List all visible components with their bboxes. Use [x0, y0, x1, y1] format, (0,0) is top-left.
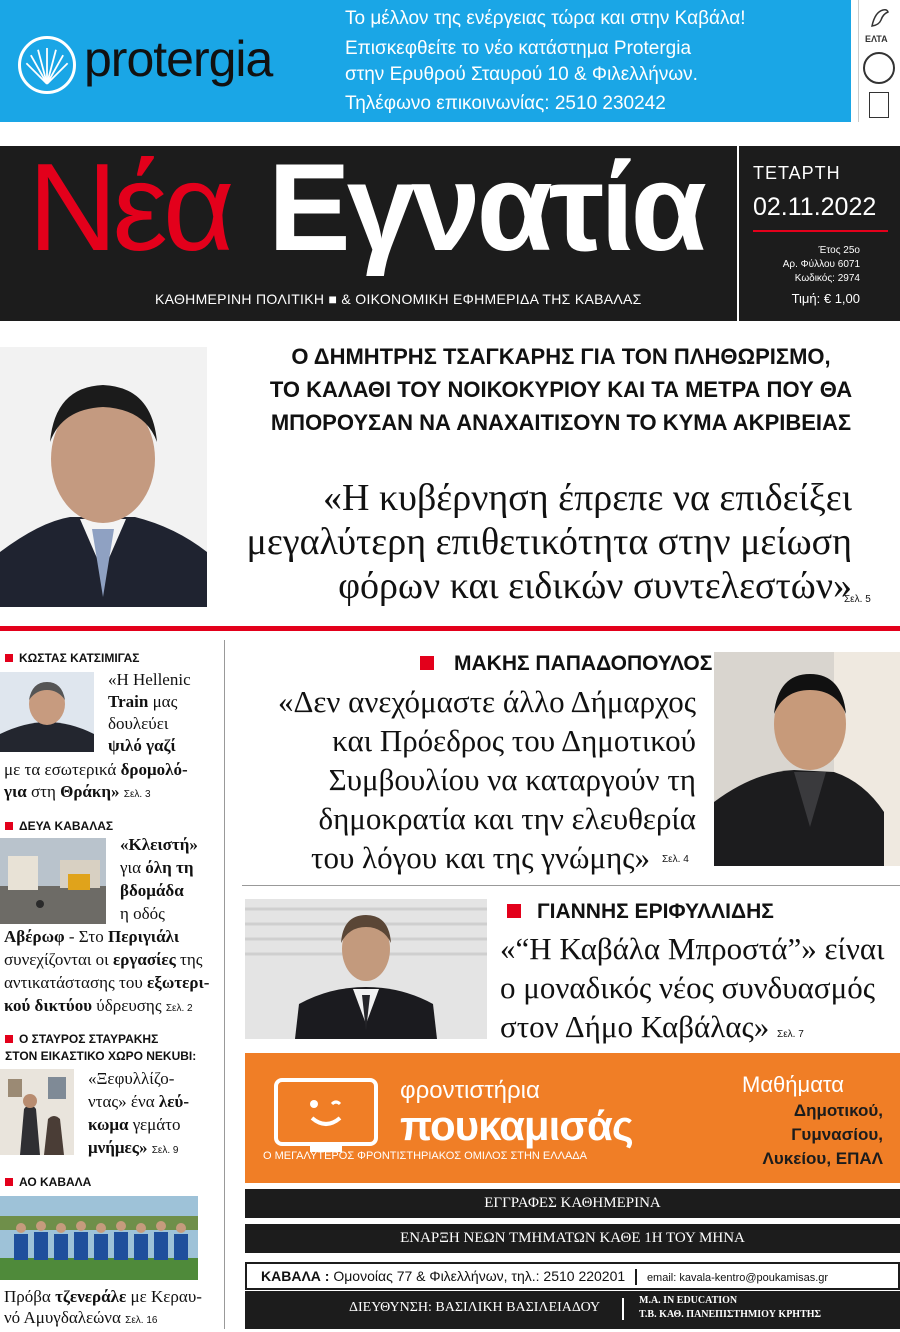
lead-quote-line-1: «Η κυβέρνηση έπρεπε να επιδείξει: [323, 477, 852, 519]
sidebar-story-stavrakis-line-2: ντας» ένα λεύ-: [88, 1092, 189, 1111]
papadopoulos-quote-line-5: του λόγου και της γνώμης»: [311, 840, 650, 875]
stamp-box-icon: [869, 92, 889, 118]
ad-frontistiria: φροντιστήρια: [400, 1077, 540, 1104]
ad-enrollment-bar: ΕΓΓΡΑΦΕΣ ΚΑΘΗΜΕΡΙΝΑ: [245, 1189, 900, 1218]
divider: [622, 1298, 624, 1320]
sidebar-kicker-katsimigas: ΚΩΣΤΑΣ ΚΑΤΣΙΜΙΓΑΣ: [5, 651, 139, 665]
title-nea: Νέα: [28, 139, 230, 277]
ad-address-bar: [245, 1262, 900, 1290]
masthead-subtitle: ΚΑΘΗΜΕΡΙΝΗ ΠΟΛΙΤΙΚΗ ■ & ΟΙΚΟΝΟΜΙΚΗ ΕΦΗΜΕΡΙΔΑ ΤΗΣ ΚΑΒΑΛΑΣ: [155, 291, 642, 307]
sidebar-story-deya-line-4: η οδός: [120, 904, 165, 923]
sidebar-story-deya-line-5: Αβέρωφ - Στο Περιγιάλι: [4, 927, 180, 946]
ao-kavala-team-photo[interactable]: [0, 1196, 198, 1280]
red-square-icon: [420, 656, 434, 670]
erifyllidis-headline[interactable]: [500, 929, 900, 1054]
ad-level-primary: Δημοτικού,: [793, 1101, 883, 1120]
papadopoulos-quote-line-1: «Δεν ανεχόμαστε άλλο Δήμαρχος: [277, 684, 696, 719]
issue-year: Έτος 25ο: [818, 245, 860, 256]
sidebar-kicker-stavrakis: Ο ΣΤΑΥΡΟΣ ΣΤΑΥΡΑΚΗΣ: [5, 1032, 158, 1046]
ad-line-1: Το μέλλον της ενέργειας τώρα και στην Καβάλα!: [345, 8, 746, 29]
ad-mathimata: Μαθήματα: [742, 1072, 845, 1097]
divider: [635, 1269, 637, 1285]
sidebar-story-katsimigas-line-2: Train μας: [108, 692, 178, 711]
stavrakis-exhibition-photo[interactable]: [0, 1069, 74, 1155]
papadopoulos-quote-line-3: Συμβουλίου να καταργούν τη: [328, 762, 696, 797]
papadopoulos-kicker: ΜΑΚΗΣ ΠΑΠΑΔΟΠΟΥΛΟΣ: [420, 652, 712, 676]
red-square-icon: [5, 654, 13, 662]
red-square-icon: [507, 904, 521, 918]
sidebar-story-deya-line-8: κού δικτύου ύδρευσης Σελ. 2: [4, 996, 193, 1015]
ad-address: Ομονοίας 77 & Φιλελλήνων, τηλ.: 2510 220201: [333, 1268, 626, 1284]
red-square-icon: [5, 1035, 13, 1043]
date-underline: [753, 230, 888, 232]
sidebar-story-deya-line-2: για όλη τη: [120, 858, 194, 877]
erifyllidis-quote-line-3: στον Δήμο Καβάλας» Σελ. 7: [500, 1009, 804, 1044]
ad-degree-1: Μ.Α. IN EDUCATION: [639, 1295, 738, 1306]
issue-number: Αρ. Φύλλου 6071: [782, 259, 860, 270]
ad-line-4: Τηλέφωνο επικοινωνίας: 2510 230242: [345, 93, 666, 114]
title-egnatia: Εγνατία: [268, 139, 703, 277]
issue-date: 02.11.2022: [753, 193, 877, 221]
lead-kicker-line-2: ΤΟ ΚΑΛΑΘΙ ΤΟΥ ΝΟΙΚΟΚΥΡΙΟΥ ΚΑΙ ΤΑ ΜΕΤΡΑ ΠΟΥ ΘΑ: [269, 377, 853, 402]
stamp-seal-icon: [863, 52, 895, 84]
tsagkaris-photo[interactable]: [0, 347, 207, 607]
sidebar-kicker-stavrakis-2: ΣΤΟΝ ΕΙΚΑΣΤΙΚΟ ΧΩΡΟ ΝΕΚUBI:: [5, 1049, 197, 1063]
elta-label: ΕΛΤΑ: [865, 34, 888, 44]
red-square-icon: [5, 1178, 13, 1186]
lead-page-ref: Σελ. 5: [844, 594, 871, 605]
katsimigas-photo[interactable]: [0, 672, 94, 752]
issue-price: Τιμή: € 1,00: [791, 291, 860, 306]
papadopoulos-quote-line-2: και Πρόεδρος του Δημοτικού: [332, 723, 696, 758]
sidebar-story-aokavala-line-1[interactable]: Πρόβα τζενεράλε με Κεραυ-: [4, 1287, 202, 1306]
ad-tagline: Ο ΜΕΓΑΛΥΤΕΡΟΣ ΦΡΟΝΤΙΣΤΗΡΙΑΚΟΣ ΟΜΙΛΟΣ ΣΤΗΝ ΕΛΛΑΔΑ: [263, 1150, 587, 1162]
sidebar-story-stavrakis-line-1[interactable]: «Ξεφυλλίζο-: [88, 1069, 175, 1088]
erifyllidis-photo[interactable]: [245, 899, 487, 1039]
lead-kicker-line-1: Ο ΔΗΜΗΤΡΗΣ ΤΣΑΓΚΑΡΗΣ ΓΙΑ ΤΟΝ ΠΛΗΘΩΡΙΣΜΟ,: [291, 344, 831, 369]
smiley-screen-icon: [274, 1078, 378, 1146]
ad-level-gymnasium: Γυμνασίου,: [791, 1125, 883, 1144]
ad-email[interactable]: email: kavala-kentro@poukamisas.gr: [646, 1272, 829, 1284]
ad-director: ΔΙΕΥΘΥΝΣΗ: ΒΑΣΙΛΙΚΗ ΒΑΣΙΛΕΙΑΔΟΥ: [349, 1300, 601, 1315]
lead-quote-line-3: φόρων και ειδικών συντελεστών»: [338, 565, 852, 607]
protergia-brand: protergia: [84, 31, 273, 87]
sidebar-story-stavrakis-line-4: μνήμες» Σελ. 9: [88, 1138, 179, 1157]
ad-city: ΚΑΒΑΛΑ :: [261, 1268, 330, 1284]
lead-kicker: [222, 340, 900, 439]
ad-new-classes-bar: ΕΝΑΡΞΗ ΝΕΩΝ ΤΜΗΜΑΤΩΝ ΚΑΘΕ 1Η ΤΟΥ ΜΗΝΑ: [245, 1224, 900, 1253]
sidebar-story-deya-line-6: συνεχίζονται οι εργασίες της: [4, 950, 203, 969]
sidebar-story-katsimigas-line-4: ψιλό γαζί: [108, 736, 176, 755]
ad-director-bar: [245, 1291, 900, 1329]
papadopoulos-photo[interactable]: [714, 652, 900, 866]
ad-degree-2: Τ.Β. ΚΑΘ. ΠΑΝΕΠΙΣΤΗΜΙΟΥ ΚΡΗΤΗΣ: [639, 1309, 822, 1320]
sidebar-story-stavrakis-line-3: κωμα γεμάτο: [88, 1115, 181, 1134]
sidebar-story-deya-line-3: βδομάδα: [120, 881, 184, 900]
postage-stamp: [858, 0, 900, 122]
sidebar-story-katsimigas-line-1[interactable]: «Η Hellenic: [108, 670, 191, 689]
ad-brand: πουκαμισάς: [400, 1102, 633, 1149]
sidebar-story-katsimigas-line-3: δουλεύει: [108, 714, 169, 733]
sidebar-story-deya-line-7: αντικατάστασης του εξωτερι-: [4, 973, 210, 992]
papadopoulos-headline[interactable]: [228, 682, 696, 877]
column-divider: [224, 640, 225, 1329]
ad-level-lyceum: Λυκείου, ΕΠΑΛ: [762, 1149, 883, 1168]
erifyllidis-quote-line-2: ο μοναδικός νέος συνδυασμός: [500, 970, 875, 1005]
lead-quote-line-2: μεγαλύτερη επιθετικότητα στην μείωση: [246, 521, 852, 563]
lead-kicker-line-3: ΜΠΟΡΟΥΣΑΝ ΝΑ ΑΝΑΧΑΙΤΙΣΟΥΝ ΤΟ ΚΥΜΑ ΑΚΡΙΒΕΙΑΣ: [270, 410, 852, 435]
sidebar-story-deya-line-1[interactable]: «Κλειστή»: [120, 835, 198, 854]
sidebar-story-katsimigas-line-5: με τα εσωτερικά δρομολό-: [4, 760, 188, 779]
red-square-icon: [5, 822, 13, 830]
deya-works-photo[interactable]: [0, 838, 106, 924]
sidebar-story-katsimigas-line-6: για στη Θράκη» Σελ. 3: [4, 782, 151, 801]
sidebar-kicker-aokavala: ΑΟ ΚΑΒΑΛΑ: [5, 1175, 91, 1189]
erifyllidis-kicker: ΓΙΑΝΝΗΣ ΕΡΙΦΥΛΛΙΔΗΣ: [507, 900, 774, 924]
elta-bird-icon: [869, 6, 891, 30]
ad-line-3: στην Ερυθρού Σταυρού 10 & Φιλελλήνων.: [345, 64, 698, 85]
papadopoulos-quote-line-4: δημοκρατία και την ελευθερία: [318, 801, 696, 836]
protergia-logo-icon: [18, 36, 76, 94]
papadopoulos-page-ref: Σελ. 4: [662, 854, 689, 865]
sidebar-kicker-deya: ΔΕΥΑ ΚΑΒΑΛΑΣ: [5, 819, 113, 833]
erifyllidis-quote-line-1: «“Η Καβάλα Μπροστά”» είναι: [500, 931, 885, 966]
issue-day: ΤΕΤΑΡΤΗ: [753, 163, 841, 183]
red-divider: [0, 626, 900, 631]
ad-line-2: Επισκεφθείτε το νέο κατάστημα Protergia: [345, 38, 692, 59]
lead-headline[interactable]: [222, 476, 900, 608]
issue-code: Κωδικός: 2974: [794, 273, 860, 284]
sidebar-story-aokavala-line-2: νό Αμυγδαλεώνα Σελ. 16: [4, 1308, 158, 1327]
story-divider: [242, 885, 900, 886]
